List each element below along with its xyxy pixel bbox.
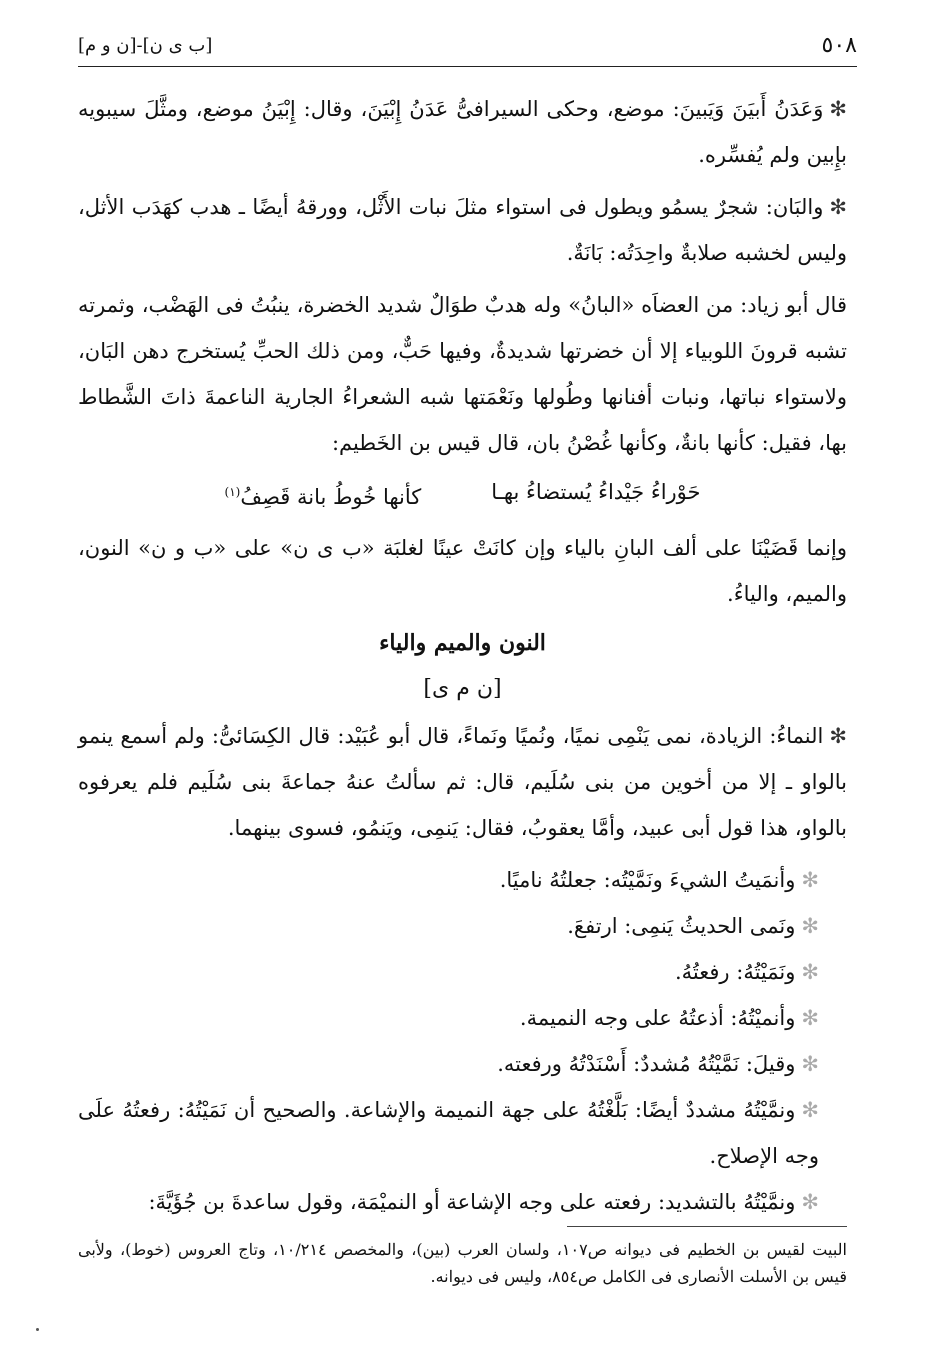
- header-rule: [78, 66, 857, 67]
- entry-text: وقيلَ: نَمَّيْتُهُ مُشددٌ: أَسْنَدْتُهُ ورفعته.: [497, 1052, 796, 1076]
- root-heading: [ن م ى]: [423, 676, 502, 701]
- footnote-ref: (١): [224, 485, 241, 499]
- entry-star-icon: ✻: [801, 1098, 819, 1122]
- verse-hemistich-1: حَوْراءُ جَيْداءُ يُستضاءُ بهـا: [491, 480, 701, 504]
- paragraph-abu-ziyad: قال أبو زياد: من العضاَه «البانُ» وله هدبٌ طوَالٌ شديد الخضرة، ينبُتُ فى الهَضْب، وثمرته تشبه قرونَ اللوبياء إلا أن خضرتها شديدةٌ، وفيها حَبٌّ، ومن ذلك الحبِّ يُستخرج دهن البَان، ولاستواء نباتها، ونبات أفنانها وطُولها ونَعْمَتها شبه الشعراءُ الجارية الناعمةَ ذاتَ الشَّطاط بها، فقيل: كأنها بانةٌ، وكأنها غُصْنُ بان، قال قيس بن الخَطيم:: [78, 293, 847, 455]
- entry-abyan: [78, 86, 847, 178]
- entry-star-icon: ✻: [801, 1006, 819, 1030]
- body-text: [78, 86, 847, 1225]
- page-number: ٥٠٨: [821, 32, 857, 58]
- running-head: [78, 30, 857, 60]
- entry-namaytuhu: [78, 949, 847, 995]
- entry-text: النماءُ: الزيادة، نمى يَنْمِى نميًا، ونُميًا ونَماءً، قال أبو عُبَيْد: قال الكِسَائىُّ: ولم أسمع ينمو بالواو ـ إلا من أخوين من بنى سُلَيم، قال: ثم سألتُ عنهُ جماعةَ بنى سُلَيم فلم يعرفوه بالواو، هذا قول أبى عبيد، وأمَّا يعقوبُ، فقال: يَنمِى، ويَنمُو، فسوى بينهما.: [78, 724, 847, 840]
- entry-text: ونَمَيْتُهُ: رفعتُهُ.: [674, 960, 796, 984]
- scan-speck: [36, 1328, 39, 1331]
- entry-text: والبَان: شجرٌ يسمُو ويطول فى استواء مثلَ نبات الأَثْل، وورقهُ أيضًا ـ هدب كهَدَب الأثل، وليس لخشبه صلابةٌ واحِدَتُه: بَانَةٌ.: [78, 195, 847, 265]
- entry-text: ونمَّيْتُهُ مشددٌ أيضًا: بَلَّغْتُهُ على جهة النميمة والإشاعة. والصحيح أن نَمَيْتُهُ: رفعتُهُ علَى وجه الإصلاح.: [78, 1098, 819, 1168]
- footnote-rule: [567, 1226, 847, 1227]
- entry-star-icon: ✻: [801, 868, 819, 892]
- section-title: النون والميم والياء: [379, 630, 546, 656]
- verse-hemistich-2-text: كأنها خُوطُ بانة قَصِفُ: [240, 485, 422, 509]
- entry-text: ونَمى الحديثُ يَنمِى: ارتفعَ.: [567, 914, 796, 938]
- entry-nama-hadith: [78, 903, 847, 949]
- entry-star-icon: ✻: [829, 724, 847, 748]
- entry-star-icon: ✻: [801, 914, 819, 938]
- entry-anmaytu: [78, 857, 847, 903]
- verse-hemistich-2: [225, 472, 422, 517]
- entry-ban: [78, 184, 847, 276]
- footnotes: [78, 1236, 847, 1290]
- entry-star-icon: ✻: [801, 1052, 819, 1076]
- entry-nama: [78, 713, 847, 851]
- entry-star-icon: ✻: [829, 195, 847, 219]
- entry-star-icon: ✻: [801, 1190, 819, 1214]
- entry-anmaytuhu: [78, 995, 847, 1041]
- entry-nammaytuhu-mushaddad: [78, 1087, 847, 1179]
- footnote-1: البيت لقيس بن الخطيم فى ديوانه ص١٠٧، ولسان العرب (بين)، والمخصص ١٠/٢١٤، وتاج العروس (خوط)، ولأبى قيس بن الأسلت الأنصارى فى الكامل ص٨٥٤، وليس فى ديوانه.: [78, 1240, 847, 1286]
- entry-star-icon: ✻: [801, 960, 819, 984]
- verse: [78, 472, 847, 517]
- paragraph-alif-ban: وإنما قَضَيْنَا على ألف البانِ بالياء وإن كانَتْ عينًا لغلبَة «ب ى ن» على «ب و ن» النون، والميم، والياءُ.: [78, 536, 847, 606]
- entry-nammaytuhu-tashdid: [78, 1179, 847, 1225]
- entry-star-icon: ✻: [829, 97, 847, 121]
- entry-qila: [78, 1041, 847, 1087]
- entry-text: ونمَّيْتُهُ بالتشديد: رفعته على وجه الإشاعة أو النميْمَة، وقول ساعدةَ بن جُؤَيَّةَ:: [148, 1190, 796, 1214]
- entry-text: وأنميْتُهُ: أذعتُهُ على وجه النميمة.: [519, 1006, 796, 1030]
- entry-text: وَعَدَنُ أَبيَنَ وَيَبينَ: موضع، وحكى السيرافىُّ عَدَنُ إِبْيَنَ، وقال: إِبْيَنُ موضع، ومثَّلَ سيبويه بإِبين ولم يُفسِّره.: [78, 97, 847, 167]
- entry-text: وأنمَيتُ الشيءَ ونَمَّيْتُه: جعلتُهُ ناميًا.: [499, 868, 796, 892]
- section-marker: [ب ى ن]-[ن و م]: [78, 34, 213, 56]
